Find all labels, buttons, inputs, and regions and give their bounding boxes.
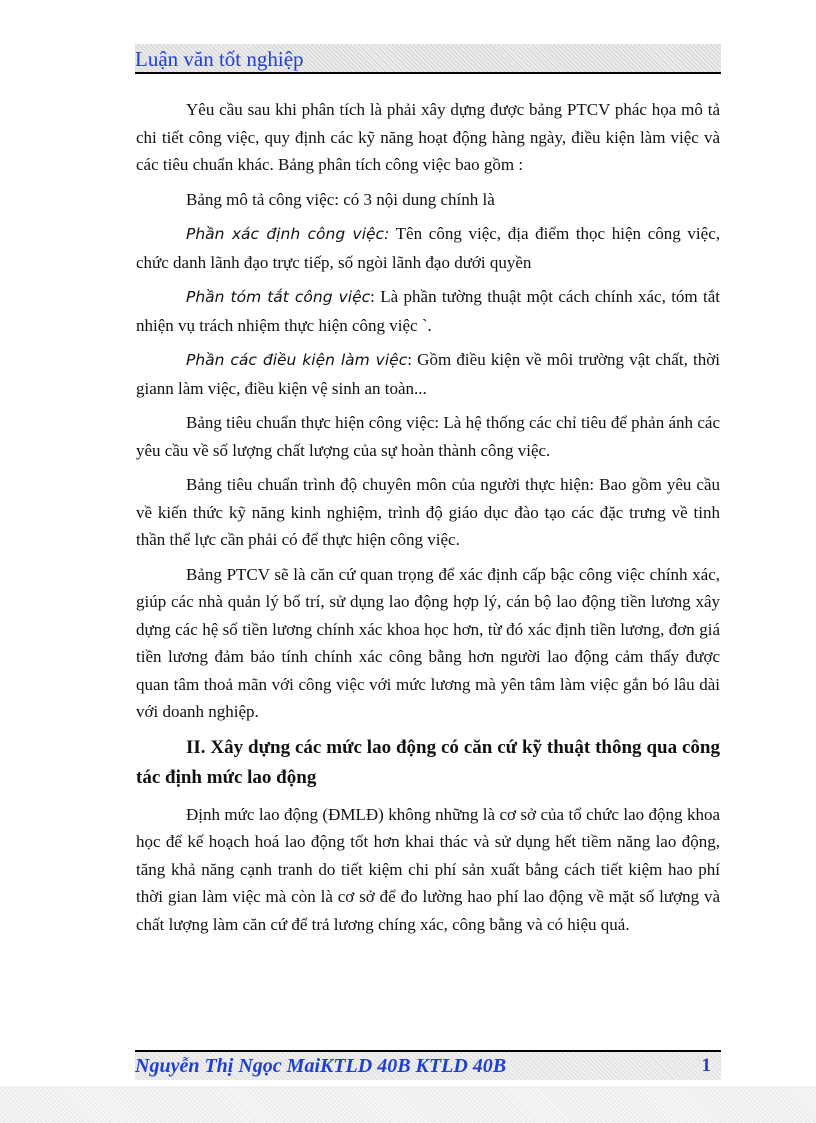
- page-number: 1: [701, 1055, 711, 1076]
- paragraph-job-description: Bảng mô tả công việc: có 3 nội dung chính là: [186, 189, 495, 209]
- document-body: [136, 96, 720, 945]
- page-footer: [135, 1050, 721, 1080]
- job-summary-text: : Là phần tường thuật một cách chính xác, tóm tắt nhiện vụ trách nhiệm thực hiện công việc `.: [136, 287, 720, 335]
- paragraph-job-identification: [136, 220, 720, 276]
- paragraph-labor-norms: Định mức lao động (ĐMLĐ) không những là cơ sở của tổ chức lao động khoa học để kế hoạch hoá lao động tốt hơn khai thác và sử dụng hết tiềm năng lao động, tăng khả năng cạnh tranh do tiết kiệm chi phí sản xuất bằng cách tiết kiệm hao phí thời gian làm việc mà còn là cơ sở để đo lường hao phí lao động về mặt số lượng và chất lượng làm căn cứ để trả lương chíng xác, công bằng và có hiệu quả.: [136, 804, 720, 934]
- job-identification-lead: Phần xác định công việc:: [186, 225, 390, 243]
- footer-author: Nguyễn Thị Ngọc MaiKTLD 40B KTLD 40B: [135, 1055, 507, 1077]
- paragraph-job-summary: [136, 283, 720, 339]
- work-conditions-lead: Phần các điều kiện làm việc: [186, 351, 408, 369]
- section-heading: II. Xây dựng các mức lao động có căn cứ kỹ thuật thông qua công tác định mức lao động: [136, 736, 720, 788]
- page-bottom-strip: [0, 1086, 816, 1123]
- page-header: [135, 44, 721, 74]
- paragraph-qualification-standards: Bảng tiêu chuẩn trình độ chuyên môn của người thực hiện: Bao gồm yêu cầu về kiến thức kỹ năng kinh nghiệm, trình độ giáo dục đào tạo các đặc trưng về tinh thần thể lực cần phải có để thực hiện công việc.: [136, 475, 720, 549]
- paragraph-requirements: Yêu cầu sau khi phân tích là phải xây dựng được bảng PTCV phác họa mô tả chi tiết công việc, quy định các kỹ năng hoạt động hàng ngày, điều kiện làm việc và các tiêu chuẩn khác. Bảng phân tích công việc bao gồm :: [136, 100, 720, 174]
- paragraph-performance-standards: Bảng tiêu chuẩn thực hiện công việc: Là hệ thống các chỉ tiêu để phản ánh các yêu cầu về số lượng chất lượng của sự hoàn thành công việc.: [136, 413, 720, 460]
- paragraph-ptcv-importance: Bảng PTCV sẽ là căn cứ quan trọng để xác định cấp bậc công việc chính xác, giúp các nhà quản lý bố trí, sử dụng lao động hợp lý, cán bộ lao động tiền lương xây dựng các hệ số tiền lương chính xác khoa học hơn, từ đó xác định tiền lương, đơn giá tiền lương đảm bảo tính chính xác công bằng hơn người lao động cảm thấy được quan tâm thoả mãn với công việc với mức lương mà yên tâm làm việc gắn bó lâu dài với doanh nghiệp.: [136, 564, 720, 721]
- work-conditions-text: : Gồm điều kiện về môi trường vật chất, thời giann làm việc, điều kiện vệ sinh an toàn...: [136, 350, 720, 398]
- job-identification-text: Tên công việc, địa điểm thọc hiện công việc, chức danh lãnh đạo trực tiếp, số ngòi lãnh đạo dưới quyền: [136, 224, 720, 272]
- paragraph-work-conditions: [136, 346, 720, 402]
- job-summary-lead: Phần tóm tắt công việc: [186, 288, 371, 306]
- header-title: Luận văn tốt nghiệp: [135, 47, 304, 71]
